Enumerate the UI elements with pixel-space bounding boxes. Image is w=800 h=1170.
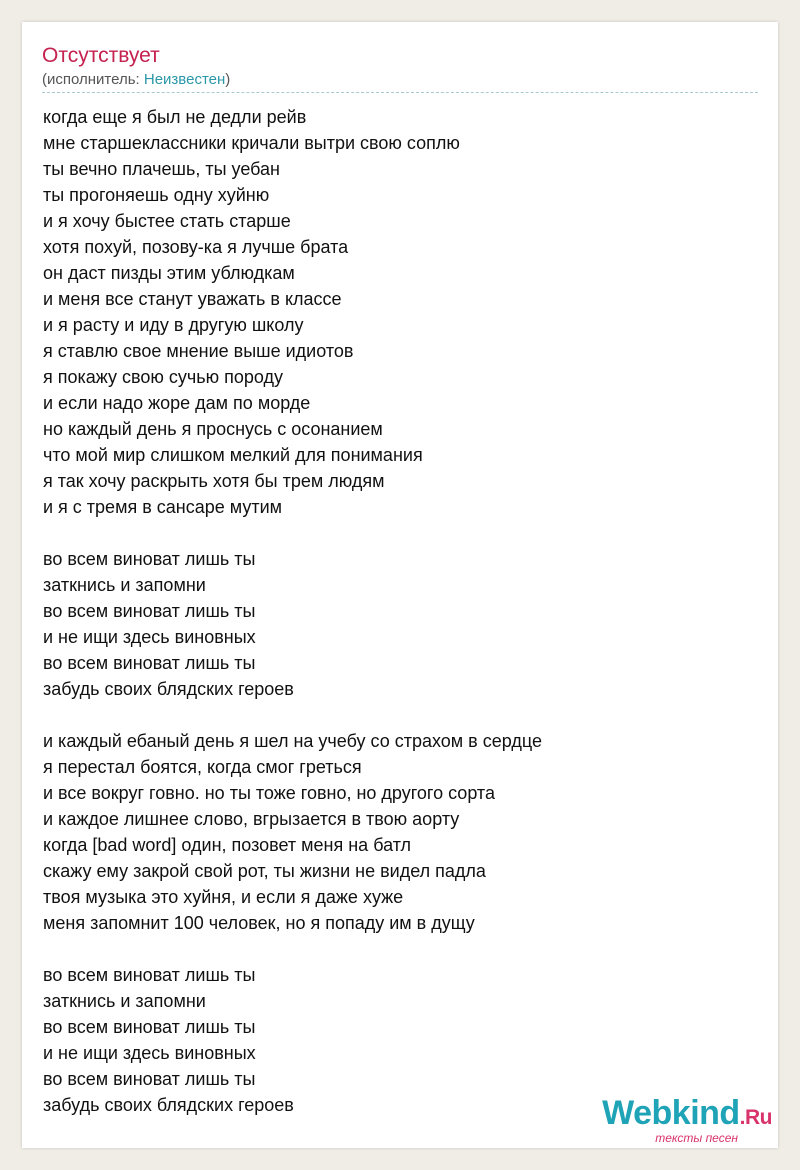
- lyric-line: я перестал боятся, когда смог греться: [43, 757, 362, 777]
- lyric-line: и каждый ебаный день я шел на учебу со страхом в сердце: [43, 731, 542, 751]
- logo-tagline: тексты песен: [655, 1131, 738, 1145]
- lyric-line: забудь своих блядских героев: [43, 679, 294, 699]
- stanza-break: [43, 936, 763, 962]
- lyric-line: ты прогоняешь одну хуйню: [43, 185, 270, 205]
- lyric-line: во всем виноват лишь ты: [43, 965, 256, 985]
- lyric-line: во всем виноват лишь ты: [43, 1017, 256, 1037]
- lyrics-body: [43, 104, 763, 1118]
- lyric-line: забудь своих блядских героев: [43, 1095, 294, 1115]
- webkind-logo[interactable]: [602, 1095, 772, 1144]
- lyric-line: меня запомнит 100 человек, но я попаду им в дущу: [43, 913, 475, 933]
- lyric-line: и я хочу быстее стать старше: [43, 211, 291, 231]
- artist-link[interactable]: Неизвестен: [143, 71, 226, 88]
- stanza-break: [43, 702, 763, 728]
- lyric-line: и все вокруг говно. но ты тоже говно, но другого сорта: [43, 783, 495, 803]
- lyric-line: заткнись и запомни: [43, 575, 206, 595]
- artist-suffix: ): [225, 71, 231, 88]
- song-header: [42, 42, 758, 93]
- lyric-line: и меня все станут уважать в классе: [43, 289, 342, 309]
- lyric-line: твоя музыка это хуйня, и если я даже хуже: [43, 887, 404, 907]
- lyric-line: когда еще я был не дедли рейв: [43, 107, 307, 127]
- lyric-line: и я расту и иду в другую школу: [43, 315, 304, 335]
- lyric-line: что мой мир слишком мелкий для понимания: [43, 445, 423, 465]
- lyric-line: и каждое лишнее слово, вгрызается в твою аорту: [43, 809, 460, 829]
- lyric-line: и если надо жоре дам по морде: [43, 393, 311, 413]
- lyric-line: и я с тремя в сансаре мутим: [43, 497, 282, 517]
- lyrics-card: [22, 22, 778, 1148]
- lyric-line: я так хочу раскрыть хотя бы трем людям: [43, 471, 385, 491]
- lyric-line: скажу ему закрой свой рот, ты жизни не видел падла: [43, 861, 486, 881]
- artist-line: [42, 70, 758, 93]
- lyric-line: во всем виноват лишь ты: [43, 653, 256, 673]
- lyric-line: когда [bad word] один, позовет меня на батл: [43, 835, 412, 855]
- song-title: Отсутствует: [42, 44, 160, 67]
- lyric-line: я покажу свою сучью породу: [43, 367, 284, 387]
- lyric-line: но каждый день я проснусь с осонанием: [43, 419, 383, 439]
- lyric-line: во всем виноват лишь ты: [43, 601, 256, 621]
- lyric-line: он даст пизды этим ублюдкам: [43, 263, 295, 283]
- lyric-line: и не ищи здесь виновных: [43, 1043, 256, 1063]
- lyric-line: я ставлю свое мнение выше идиотов: [43, 341, 354, 361]
- logo-tld: .Ru: [739, 1106, 772, 1129]
- lyric-line: во всем виноват лишь ты: [43, 1069, 256, 1089]
- lyric-line: ты вечно плачешь, ты уебан: [43, 159, 280, 179]
- lyric-line: во всем виноват лишь ты: [43, 549, 256, 569]
- artist-prefix: (исполнитель:: [42, 71, 144, 88]
- lyric-line: хотя похуй, позову-ка я лучше брата: [43, 237, 349, 257]
- lyric-line: мне старшеклассники кричали вытри свою соплю: [43, 133, 460, 153]
- stanza-break: [43, 520, 763, 546]
- logo-brand: Webkind: [602, 1094, 740, 1132]
- lyric-line: и не ищи здесь виновных: [43, 627, 256, 647]
- lyric-line: заткнись и запомни: [43, 991, 206, 1011]
